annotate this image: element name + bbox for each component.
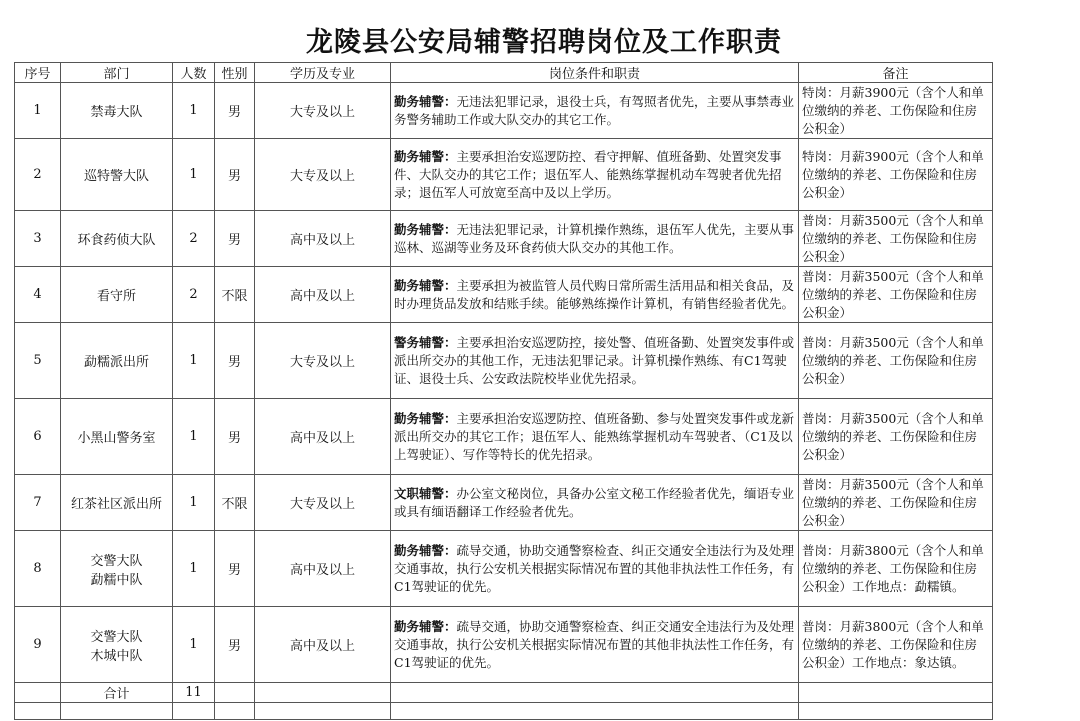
table-row xyxy=(15,607,993,683)
cell-note: 特岗：月薪3900元（含个人和单位缴纳的养老、工伤保险和住房公积金） xyxy=(799,139,993,211)
total-row xyxy=(15,683,993,703)
cell-duty xyxy=(391,139,799,211)
table-row xyxy=(15,531,993,607)
total-empty xyxy=(799,683,993,703)
table-row xyxy=(15,139,993,211)
cell-duty xyxy=(391,323,799,399)
header-duty: 岗位条件和职责 xyxy=(391,63,799,83)
duty-text: 无违法犯罪记录，计算机操作熟练，退伍军人优先，主要从事巡林、巡湖等业务及环食药侦大队交办的其他工作。 xyxy=(394,221,795,255)
blank-cell xyxy=(799,703,993,720)
table-row xyxy=(15,83,993,139)
blank-cell xyxy=(255,703,391,720)
cell-dept xyxy=(61,139,173,211)
cell-count: 1 xyxy=(173,83,215,139)
position-type: 勤务辅警： xyxy=(394,410,457,426)
cell-dept xyxy=(61,83,173,139)
cell-count: 1 xyxy=(173,531,215,607)
table-row xyxy=(15,475,993,531)
table-row xyxy=(15,267,993,323)
dept-name: 看守所 xyxy=(96,289,136,304)
cell-edu: 高中及以上 xyxy=(255,211,391,267)
total-empty xyxy=(15,683,61,703)
cell-edu: 高中及以上 xyxy=(255,531,391,607)
header-edu: 学历及专业 xyxy=(255,63,391,83)
page-title: 龙陵县公安局辅警招聘岗位及工作职责 xyxy=(306,27,782,58)
total-label: 合计 xyxy=(61,683,173,703)
total-empty xyxy=(391,683,799,703)
total-empty xyxy=(255,683,391,703)
cell-no: 6 xyxy=(15,399,61,475)
cell-duty xyxy=(391,531,799,607)
cell-duty xyxy=(391,475,799,531)
cell-count: 1 xyxy=(173,399,215,475)
cell-note: 普岗：月薪3800元（含个人和单位缴纳的养老、工伤保险和住房公积金）工作地点：勐糯镇。 xyxy=(799,531,993,607)
cell-edu: 大专及以上 xyxy=(255,83,391,139)
header-count: 人数 xyxy=(173,63,215,83)
duty-text: 无违法犯罪记录，退役士兵，有驾照者优先，主要从事禁毒业务警务辅助工作或大队交办的其它工作。 xyxy=(394,93,795,127)
dept-name: 红茶社区派出所 xyxy=(70,497,162,512)
position-type: 文职辅警： xyxy=(394,485,457,501)
cell-count: 2 xyxy=(173,267,215,323)
blank-row xyxy=(15,703,993,720)
dept-name: 禁毒大队 xyxy=(90,105,143,120)
cell-edu: 高中及以上 xyxy=(255,267,391,323)
spreadsheet xyxy=(14,14,1074,714)
dept-name: 环食药侦大队 xyxy=(77,233,156,248)
cell-no: 8 xyxy=(15,531,61,607)
position-type: 勤务辅警： xyxy=(394,93,457,109)
cell-edu: 大专及以上 xyxy=(255,323,391,399)
cell-edu: 高中及以上 xyxy=(255,607,391,683)
blank-cell xyxy=(391,703,799,720)
dept-name: 巡特警大队 xyxy=(83,169,149,184)
cell-note: 普岗：月薪3500元（含个人和单位缴纳的养老、工伤保险和住房公积金） xyxy=(799,323,993,399)
table-row xyxy=(15,211,993,267)
duty-text: 疏导交通，协助交通警察检查、纠正交通安全违法行为及处理交通事故，执行公安机关根据实际情况布置的其他非执法性工作任务，有C1驾驶证的优先。 xyxy=(394,542,795,594)
cell-no: 4 xyxy=(15,267,61,323)
table-row xyxy=(15,323,993,399)
cell-note: 特岗：月薪3900元（含个人和单位缴纳的养老、工伤保险和住房公积金） xyxy=(799,83,993,139)
duty-text: 主要承担治安巡逻防控、看守押解、值班备勤、处置突发事件、大队交办的其它工作；退伍军人、能熟练掌握机动车驾驶者优先招录；退伍军人可放宽至高中及以上学历。 xyxy=(394,148,782,200)
cell-gender: 男 xyxy=(215,323,255,399)
cell-no: 2 xyxy=(15,139,61,211)
position-type: 勤务辅警： xyxy=(394,542,457,558)
cell-count: 1 xyxy=(173,475,215,531)
duty-text: 主要承担治安巡逻防控，接处警、值班备勤、处置突发事件或派出所交办的其他工作，无违法犯罪记录。计算机操作熟练、有C1驾驶证、退役士兵、公安政法院校毕业优先招录。 xyxy=(394,334,795,386)
cell-duty xyxy=(391,211,799,267)
cell-count: 1 xyxy=(173,607,215,683)
header-no: 序号 xyxy=(15,63,61,83)
dept-name: 小黑山警务室 xyxy=(77,431,156,446)
header-dept: 部门 xyxy=(61,63,173,83)
cell-edu: 大专及以上 xyxy=(255,139,391,211)
dept-name: 勐糯派出所 xyxy=(83,355,149,370)
cell-duty xyxy=(391,83,799,139)
dept-name: 勐糯中队 xyxy=(90,572,143,588)
cell-note: 普岗：月薪3500元（含个人和单位缴纳的养老、工伤保险和住房公积金） xyxy=(799,399,993,475)
cell-note: 普岗：月薪3800元（含个人和单位缴纳的养老、工伤保险和住房公积金）工作地点：象达镇。 xyxy=(799,607,993,683)
cell-dept xyxy=(61,607,173,683)
blank-cell xyxy=(215,703,255,720)
cell-dept xyxy=(61,323,173,399)
cell-gender: 男 xyxy=(215,211,255,267)
cell-no: 3 xyxy=(15,211,61,267)
total-empty xyxy=(215,683,255,703)
cell-gender: 不限 xyxy=(215,267,255,323)
cell-count: 1 xyxy=(173,323,215,399)
header-note: 备注 xyxy=(799,63,993,83)
dept-name: 木城中队 xyxy=(90,648,143,664)
duty-text: 疏导交通，协助交通警察检查、纠正交通安全违法行为及处理交通事故，执行公安机关根据实际情况布置的其他非执法性工作任务，有C1驾驶证的优先。 xyxy=(394,618,795,670)
position-type: 勤务辅警： xyxy=(394,277,457,293)
cell-count: 2 xyxy=(173,211,215,267)
cell-gender: 男 xyxy=(215,399,255,475)
table-row xyxy=(15,399,993,475)
duty-text: 主要承担为被监管人员代购日常所需生活用品和相关食品，及时办理货品发放和结账手续。能够熟练操作计算机，有销售经验者优先。 xyxy=(394,277,795,311)
cell-dept xyxy=(61,267,173,323)
cell-note: 普岗：月薪3500元（含个人和单位缴纳的养老、工伤保险和住房公积金） xyxy=(799,475,993,531)
cell-gender: 男 xyxy=(215,607,255,683)
header-row xyxy=(15,63,993,83)
cell-edu: 大专及以上 xyxy=(255,475,391,531)
cell-gender: 男 xyxy=(215,531,255,607)
cell-dept xyxy=(61,399,173,475)
cell-count: 1 xyxy=(173,139,215,211)
cell-note: 普岗：月薪3500元（含个人和单位缴纳的养老、工伤保险和住房公积金） xyxy=(799,211,993,267)
duty-text: 主要承担治安巡逻防控、值班备勤、参与处置突发事件或龙新派出所交办的其它工作；退伍军人、能熟练掌握机动车驾驶者、（C1及以上驾驶证）、写作等特长的优先招录。 xyxy=(394,410,795,462)
cell-duty xyxy=(391,607,799,683)
cell-dept xyxy=(61,531,173,607)
position-type: 勤务辅警： xyxy=(394,618,457,634)
dept-name: 交警大队 xyxy=(90,553,143,569)
cell-no: 9 xyxy=(15,607,61,683)
position-type: 勤务辅警： xyxy=(394,221,457,237)
blank-cell xyxy=(173,703,215,720)
duty-text: 办公室文秘岗位，具备办公室文秘工作经验者优先，缅语专业或具有缅语翻译工作经验者优先。 xyxy=(394,485,795,519)
cell-edu: 高中及以上 xyxy=(255,399,391,475)
cell-gender: 男 xyxy=(215,83,255,139)
cell-no: 1 xyxy=(15,83,61,139)
position-type: 警务辅警： xyxy=(394,334,457,350)
blank-cell xyxy=(61,703,173,720)
cell-duty xyxy=(391,399,799,475)
cell-gender: 男 xyxy=(215,139,255,211)
dept-name: 交警大队 xyxy=(90,629,143,645)
blank-cell xyxy=(15,703,61,720)
cell-note: 普岗：月薪3500元（含个人和单位缴纳的养老、工伤保险和住房公积金） xyxy=(799,267,993,323)
recruitment-table xyxy=(14,62,993,720)
cell-no: 7 xyxy=(15,475,61,531)
cell-dept xyxy=(61,475,173,531)
cell-dept xyxy=(61,211,173,267)
cell-duty xyxy=(391,267,799,323)
cell-gender: 不限 xyxy=(215,475,255,531)
position-type: 勤务辅警： xyxy=(394,148,457,164)
total-count: 11 xyxy=(173,683,215,703)
cell-no: 5 xyxy=(15,323,61,399)
header-gender: 性别 xyxy=(215,63,255,83)
